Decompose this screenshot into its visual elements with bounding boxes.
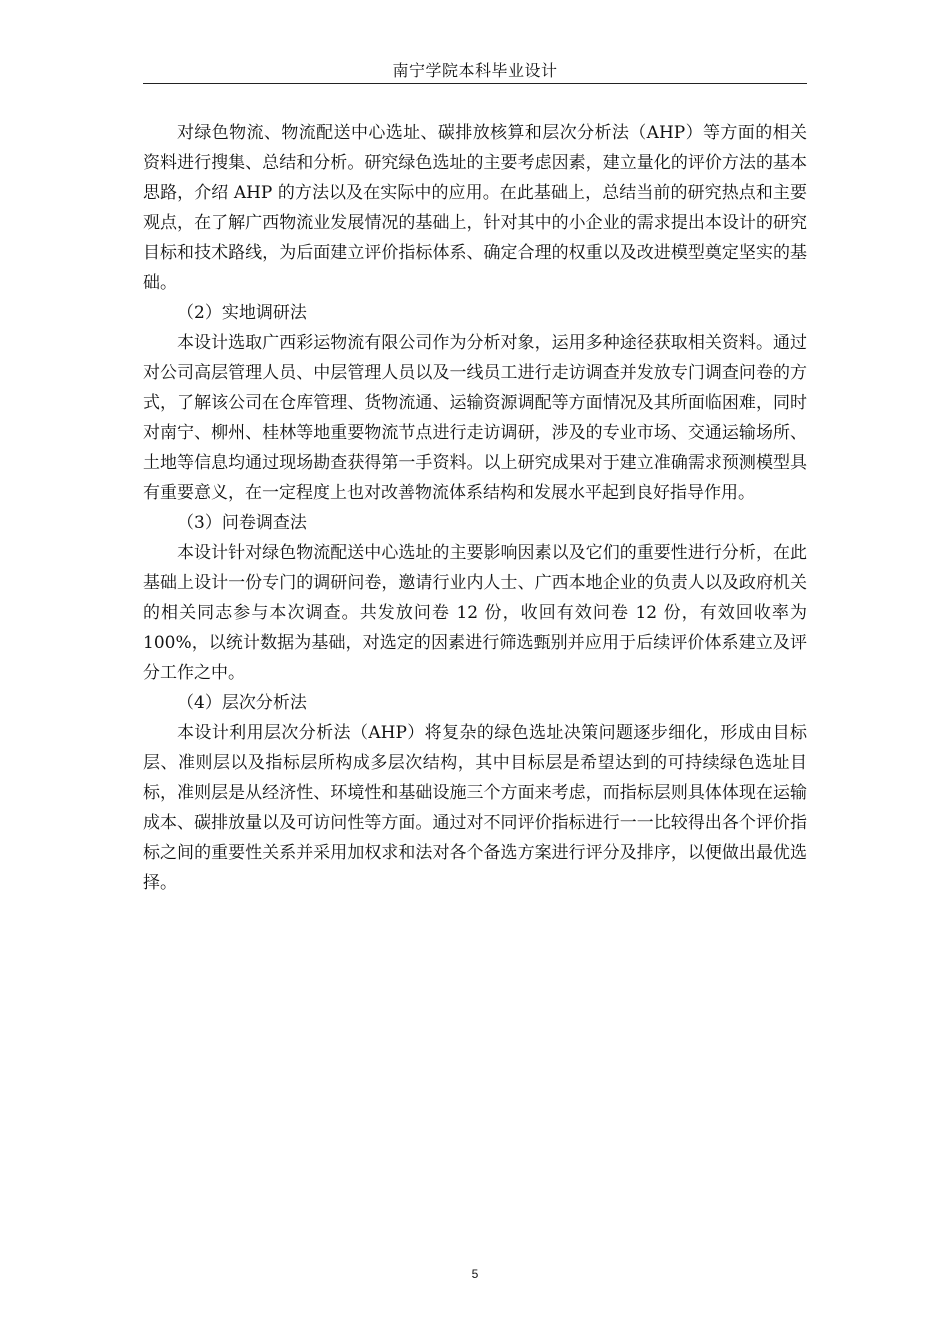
paragraph-ahp: 本设计利用层次分析法（AHP）将复杂的绿色选址决策问题逐步细化，形成由目标层、准则层以及指标层所构成多层次结构，其中目标层是希望达到的可持续绿色选址目标，准则层是从经济性、环境性和基础设施三个方面来考虑，而指标层则具体体现在运输成本、碳排放量以及可访问性等方面。通过对不同评价指标进行一一比较得出各个评价指标之间的重要性关系并采用加权求和法对各个备选方案进行评分及排序，以便做出最优选择。	[143, 723, 807, 893]
document-body	[143, 118, 807, 898]
paragraph-field-research: 本设计选取广西彩运物流有限公司作为分析对象，运用多种途径获取相关资料。通过对公司高层管理人员、中层管理人员以及一线员工进行走访调查并发放专门调查问卷的方式，了解该公司在仓库管理、货物流通、运输资源调配等方面情况及其所面临困难，同时对南宁、柳州、桂林等地重要物流节点进行走访调研，涉及的专业市场、交通运输场所、土地等信息均通过现场勘查获得第一手资料。以上研究成果对于建立准确需求预测模型具有重要意义，在一定程度上也对改善物流体系结构和发展水平起到良好指导作用。	[143, 333, 807, 503]
section-heading-field-research: （2）实地调研法	[177, 303, 307, 323]
header-divider	[143, 83, 807, 84]
page-number: 5	[471, 1267, 479, 1281]
section-heading-ahp: （4）层次分析法	[177, 693, 307, 713]
section-heading-questionnaire: （3）问卷调查法	[177, 513, 307, 533]
paragraph-literature-review: 对绿色物流、物流配送中心选址、碳排放核算和层次分析法（AHP）等方面的相关资料进行搜集、总结和分析。研究绿色选址的主要考虑因素，建立量化的评价方法的基本思路，介绍 AHP 的方法以及在实际中的应用。在此基础上，总结当前的研究热点和主要观点，在了解广西物流业发展情况的基础上，针对其中的小企业的需求提出本设计的研究目标和技术路线，为后面建立评价指标体系、确定合理的权重以及改进模型奠定坚实的基础。	[143, 123, 807, 293]
page-header-title: 南宁学院本科毕业设计	[392, 61, 558, 80]
paragraph-questionnaire: 本设计针对绿色物流配送中心选址的主要影响因素以及它们的重要性进行分析，在此基础上设计一份专门的调研问卷，邀请行业内人士、广西本地企业的负责人以及政府机关的相关同志参与本次调查。共发放问卷 12 份，收回有效问卷 12 份，有效回收率为 100%，以统计数据为基础，对选定的因素进行筛选甄别并应用于后续评价体系建立及评分工作之中。	[143, 543, 807, 683]
